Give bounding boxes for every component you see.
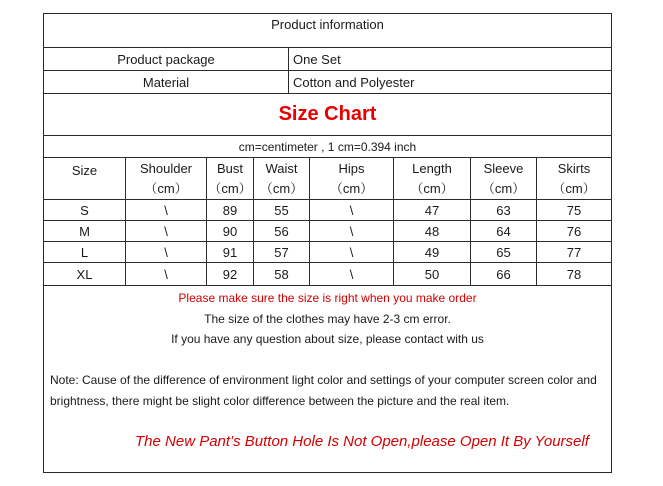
table-cell: 65 bbox=[470, 242, 536, 262]
table-cell: S bbox=[80, 202, 89, 218]
product-info-header bbox=[44, 14, 611, 48]
table-cell: 66 bbox=[470, 263, 536, 285]
table-cell: 77 bbox=[536, 242, 611, 262]
table-cell: \ bbox=[309, 200, 393, 220]
unit-note-row bbox=[44, 136, 611, 158]
unit-note: cm=centimeter , 1 cm=0.394 inch bbox=[238, 139, 417, 154]
col-header-size: Size bbox=[71, 163, 98, 178]
table-row bbox=[44, 200, 611, 221]
info-value-package: One Set bbox=[288, 48, 611, 70]
table-cell: M bbox=[79, 223, 90, 239]
disclaimer-line-2: brightness, there might be slight color difference between the picture and the real item. bbox=[50, 394, 510, 408]
table-cell: 76 bbox=[536, 221, 611, 241]
table-cell: 75 bbox=[536, 200, 611, 220]
table-cell: \ bbox=[309, 263, 393, 285]
table-cell: 49 bbox=[393, 242, 470, 262]
size-error-note: The size of the clothes may have 2-3 cm error. bbox=[204, 312, 451, 326]
button-hole-note: The New Pant’s Button Hole Is Not Open,please Open It By Yourself bbox=[135, 433, 589, 450]
info-label-material: Material bbox=[142, 74, 190, 90]
table-cell: 48 bbox=[393, 221, 470, 241]
table-cell: 50 bbox=[393, 263, 470, 285]
size-chart-document bbox=[43, 13, 612, 473]
table-cell: 92 bbox=[206, 263, 253, 285]
table-row bbox=[44, 242, 611, 263]
table-row bbox=[44, 221, 611, 242]
table-cell: 63 bbox=[470, 200, 536, 220]
table-cell: \ bbox=[125, 200, 206, 220]
col-header-bust: Bust （cm） bbox=[206, 158, 253, 199]
disclaimer-line-1: Note: Cause of the difference of environment light color and settings of your computer screen color and bbox=[50, 373, 597, 387]
table-row bbox=[44, 263, 611, 286]
col-header-length: Length （cm） bbox=[393, 158, 470, 199]
table-cell: 58 bbox=[253, 263, 309, 285]
size-warning-note: Please make sure the size is right when you make order bbox=[178, 291, 477, 305]
table-cell: XL bbox=[76, 266, 93, 282]
table-cell: L bbox=[80, 244, 89, 260]
size-chart-title-row bbox=[44, 94, 611, 136]
table-cell: 64 bbox=[470, 221, 536, 241]
info-value-material: Cotton and Polyester bbox=[288, 71, 611, 93]
col-header-hips: Hips （cm） bbox=[309, 158, 393, 199]
col-header-shoulder: Shoulder （cm） bbox=[125, 158, 206, 199]
table-cell: 89 bbox=[206, 200, 253, 220]
info-row-package bbox=[44, 48, 611, 71]
info-row-material bbox=[44, 71, 611, 94]
table-cell: \ bbox=[125, 263, 206, 285]
table-cell: 57 bbox=[253, 242, 309, 262]
table-cell: 91 bbox=[206, 242, 253, 262]
col-header-skirts: Skirts （cm） bbox=[536, 158, 611, 199]
size-table-header bbox=[44, 158, 611, 200]
table-cell: \ bbox=[125, 242, 206, 262]
table-cell: 55 bbox=[253, 200, 309, 220]
table-cell: \ bbox=[309, 221, 393, 241]
contact-note: If you have any question about size, please contact with us bbox=[171, 332, 484, 346]
table-cell: \ bbox=[309, 242, 393, 262]
table-cell: 47 bbox=[393, 200, 470, 220]
table-cell: 78 bbox=[536, 263, 611, 285]
col-header-waist: Waist （cm） bbox=[253, 158, 309, 199]
table-cell: 90 bbox=[206, 221, 253, 241]
product-info-title: Product information bbox=[271, 17, 384, 32]
col-header-sleeve: Sleeve （cm） bbox=[470, 158, 536, 199]
table-cell: 56 bbox=[253, 221, 309, 241]
table-cell: \ bbox=[125, 221, 206, 241]
size-chart-title: Size Chart bbox=[278, 103, 377, 125]
info-label-package: Product package bbox=[117, 51, 215, 67]
